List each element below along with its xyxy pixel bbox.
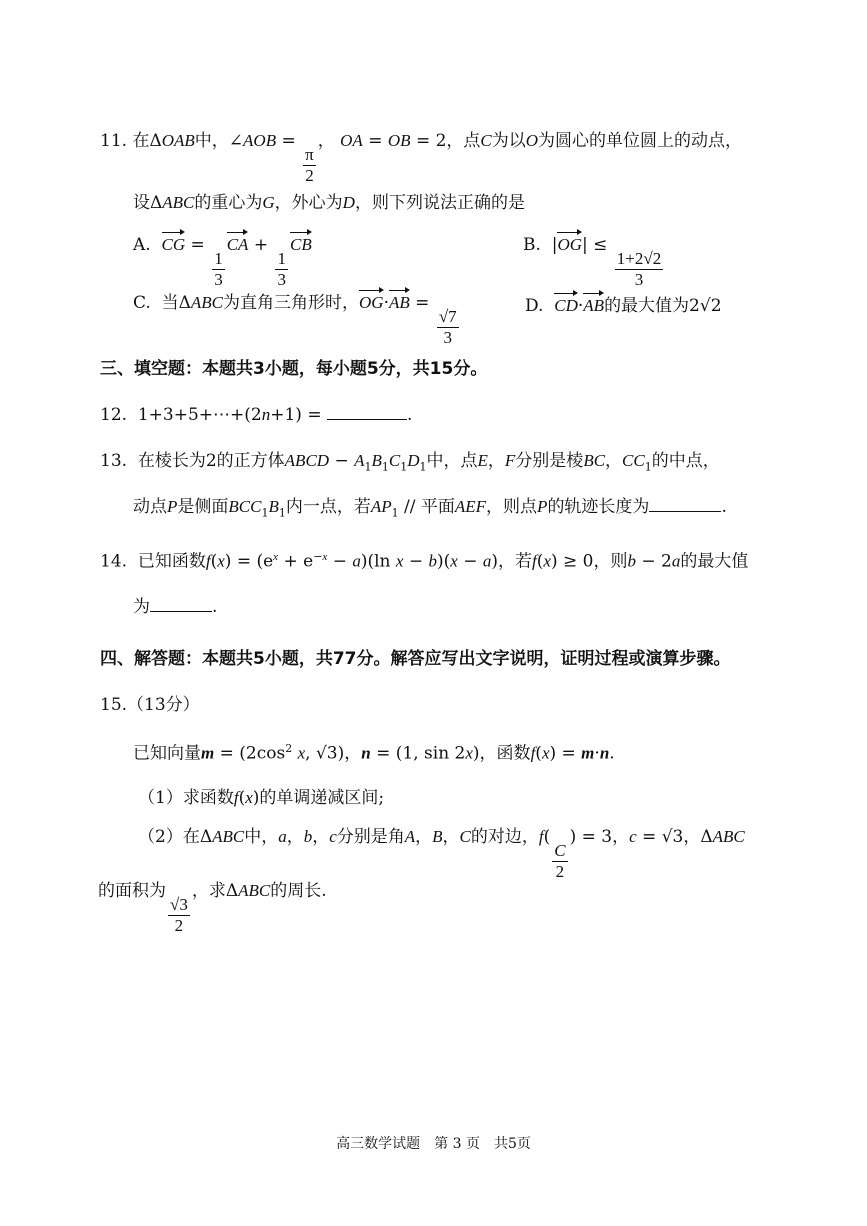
section-4-heading: 四、解答题：本题共5小题，共77分。解答应写出文字说明，证明过程或演算步骤。	[100, 649, 731, 669]
q11-option-a: A. CG = $\frac{1}{3}$ CA + $\frac{1}{3}$ CB	[133, 232, 312, 290]
q15-number: 15.	[100, 695, 128, 715]
q15-intro: 已知向量$m = (2\cos^2$ x, √3)，n = (1, sin 2x)，函数f(x) = m·n.	[133, 742, 615, 764]
q13-line2: 动点P是侧面$BCC_1B_1$内一点，若$AP_1$ // 平面AEF，则点P的轨迹长度为 .	[133, 497, 727, 520]
q11-pi-half: $\frac{\pi}{2}$	[305, 145, 314, 185]
page-footer: 高三数学试题 第 3 页 共5页	[336, 1136, 531, 1152]
q14-number: 14.	[100, 551, 128, 572]
q13-line1: 13. 在棱长为2的正方体ABCD − $A_1B_1C_1D_1$中，点E，F分别是棱BC，$CC_1$的中点，	[100, 451, 720, 474]
q15-part1: （1）求函数f(x)的单调递减区间;	[138, 788, 385, 808]
q15-score: （13分）	[127, 695, 200, 715]
q13-number: 13.	[100, 451, 128, 471]
q11-line1: 11. 在ΔOAB中，∠AOB = $\frac{\pi}{2}$ ， OA = OB = 2，点C为以O为圆心的单位圆上的动点，	[100, 131, 743, 185]
q15-part2: （2）在ΔABC中，a，b，c分别是角A，B，C的对边，f( $\frac{C}{2}$ ) = 3，c = √3，ΔABC	[138, 827, 745, 881]
q11-line2: 设ΔABC的重心为G，外心为D，则下列说法正确的是	[133, 193, 525, 213]
q14-answer-blank[interactable]	[150, 597, 212, 612]
q11-number: 11.	[100, 131, 128, 151]
q15-part2-continued: 的面积为 $\frac{√3}{2}$ ，求ΔABC的周长.	[98, 881, 327, 935]
q12-number: 12.	[100, 405, 128, 425]
q11-option-d: D. CD·AB的最大值为2√2	[525, 293, 722, 317]
q11-option-b: B. |OG| ≤ $\frac{1+2√2}{3}$	[523, 232, 665, 290]
q14-line2: 为 .	[133, 597, 218, 617]
q12-answer-blank[interactable]	[327, 405, 407, 420]
q11-option-c: C. 当ΔABC为直角三角形时，OG·AB = $\frac{√7}{3}$	[133, 290, 461, 348]
section-3-heading: 三、填空题：本题共3小题，每小题5分，共15分。	[100, 359, 488, 379]
q14-line1: 14. 已知函数$f(x) = (e^x + e^{-x} - a)(\ln$ x − b)(x − a)，若f(x) ≥ 0，则b − 2a的最大值	[100, 550, 749, 572]
q15-header	[100, 694, 200, 716]
q13-answer-blank[interactable]	[649, 497, 721, 512]
q12: 12. 1+3+5+⋯+(2n+1) = .	[100, 405, 413, 425]
